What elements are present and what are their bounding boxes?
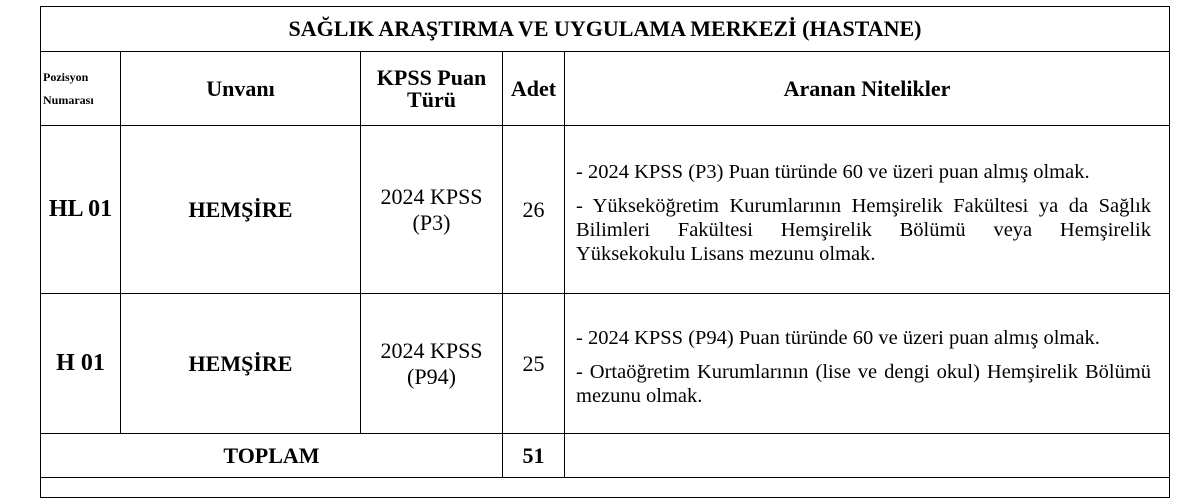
requirement-item: - 2024 KPSS (P3) Puan türünde 60 ve üzeri puan almış olmak.	[576, 160, 1090, 183]
table-row	[41, 294, 1170, 434]
unvan-cell: HEMŞİRE	[121, 126, 361, 294]
title-row	[41, 7, 1170, 52]
total-label: TOPLAM	[41, 434, 503, 478]
requirement-item: - Yükseköğretim Kurumlarının Hemşirelik Fakültesi ya da Sağlık Bilimleri Fakültesi Hemşirelik Bölümü veya Hemşirelik Yüksekokulu Lisans mezunu olmak.	[576, 194, 1152, 265]
total-empty-cell	[565, 434, 1170, 478]
kpss-type: (P94)	[407, 363, 456, 389]
header-unvan: Unvanı	[121, 52, 361, 126]
header-position-line2: Numarası	[43, 92, 94, 107]
kpss-cell	[361, 294, 503, 434]
table-title: SAĞLIK ARAŞTIRMA VE UYGULAMA MERKEZİ (HASTANE)	[41, 7, 1170, 52]
header-position	[41, 52, 121, 126]
position-code: HL 01	[41, 126, 121, 294]
header-kpss	[361, 52, 503, 126]
requirements-cell	[565, 294, 1170, 434]
table-row	[41, 126, 1170, 294]
position-code: H 01	[41, 294, 121, 434]
bottom-row	[41, 478, 1170, 498]
kpss-cell	[361, 126, 503, 294]
requirement-item: - Ortaöğretim Kurumlarının (lise ve dengi okul) Hemşirelik Bölümü mezunu olmak.	[576, 360, 1152, 407]
requirements-cell	[565, 126, 1170, 294]
kpss-year: 2024 KPSS	[380, 183, 483, 209]
unvan-cell: HEMŞİRE	[121, 294, 361, 434]
header-kpss-line2: Türü	[407, 86, 456, 112]
header-kpss-line1: KPSS Puan	[376, 64, 487, 90]
adet-cell: 25	[503, 294, 565, 434]
positions-table	[40, 6, 1170, 498]
total-value: 51	[503, 434, 565, 478]
requirement-item: - 2024 KPSS (P94) Puan türünde 60 ve üzeri puan almış olmak.	[576, 326, 1100, 349]
header-row	[41, 52, 1170, 126]
header-position-line1: Pozisyon	[43, 69, 89, 84]
adet-cell: 26	[503, 126, 565, 294]
kpss-type: (P3)	[412, 209, 451, 235]
header-adet: Adet	[503, 52, 565, 126]
bottom-empty-cell	[41, 478, 1170, 498]
kpss-year: 2024 KPSS	[380, 337, 483, 363]
header-nitelikler: Aranan Nitelikler	[565, 52, 1170, 126]
total-row	[41, 434, 1170, 478]
